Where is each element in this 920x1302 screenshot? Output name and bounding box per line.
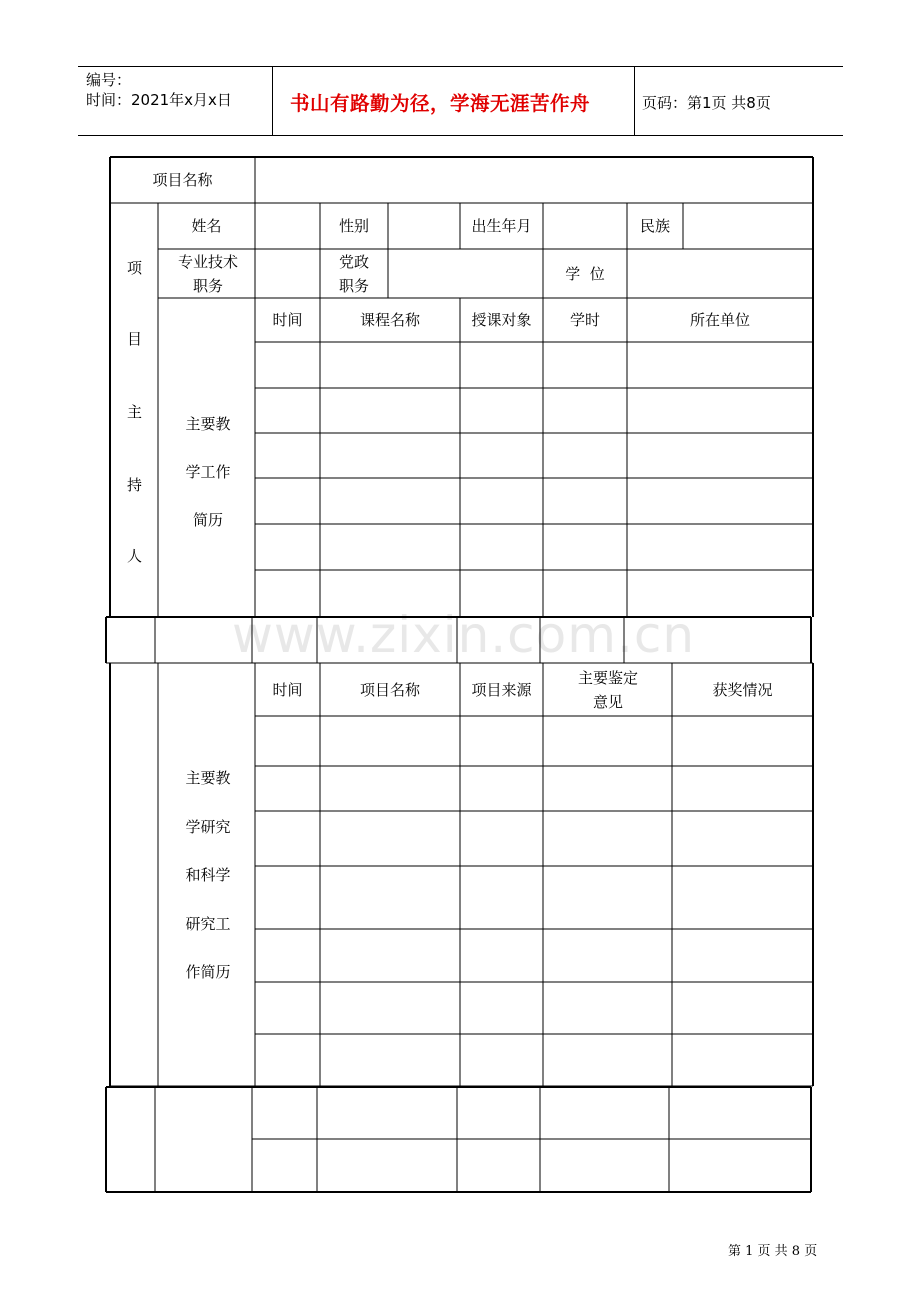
header-page-label: 页码：第1页 共8页	[642, 94, 771, 112]
teaching-header-time: 时间	[272, 311, 303, 329]
host-label-char-2: 目	[127, 330, 143, 348]
header-number-label: 编号：	[86, 71, 132, 89]
page-footer: 第 1 页 共 8 页	[728, 1244, 818, 1259]
degree-label: 学 位	[565, 265, 605, 283]
ethnicity-label: 民族	[639, 217, 670, 235]
research-header-project: 项目名称	[359, 681, 420, 699]
host-label-char-3: 主	[127, 403, 143, 421]
watermark: www.zixin.com.cn	[232, 606, 696, 664]
project-name-label: 项目名称	[152, 171, 213, 189]
gender-label: 性别	[338, 217, 369, 235]
teaching-header-audience: 授课对象	[471, 311, 532, 329]
teaching-header-course: 课程名称	[359, 311, 420, 329]
research-header-source: 项目来源	[471, 681, 532, 699]
ethnicity-field[interactable]	[684, 204, 812, 248]
name-field[interactable]	[256, 204, 319, 248]
teaching-header-unit: 所在单位	[689, 311, 750, 329]
tech-title-field[interactable]	[256, 250, 319, 297]
gender-field[interactable]	[389, 204, 459, 248]
host-label-char-1: 项	[127, 259, 143, 277]
tech-title-label: 专业技术职务	[178, 253, 239, 295]
birth-field[interactable]	[544, 204, 626, 248]
research-header-awards: 获奖情况	[712, 681, 773, 699]
teaching-section-label: 主要教学工作简历	[185, 415, 231, 529]
birth-label: 出生年月	[471, 217, 532, 235]
research-header-time: 时间	[272, 681, 303, 699]
host-label-char-4: 持	[127, 476, 143, 494]
name-label: 姓名	[191, 217, 222, 235]
research-section-label: 主要教学研究和科学研究工作简历	[185, 769, 231, 981]
header-date-label: 时间：2021年x月x日	[86, 91, 232, 109]
teaching-header-hours: 学时	[569, 311, 600, 329]
header-motto: 书山有路勤为径，学海无涯苦作舟	[290, 92, 591, 115]
party-post-field[interactable]	[389, 250, 542, 297]
project-name-field[interactable]	[256, 158, 812, 202]
party-post-label: 党政职务	[338, 253, 369, 295]
host-label-char-5: 人	[127, 547, 143, 565]
research-header-appraisal: 主要鉴定意见	[577, 669, 638, 711]
degree-field[interactable]	[628, 250, 812, 297]
